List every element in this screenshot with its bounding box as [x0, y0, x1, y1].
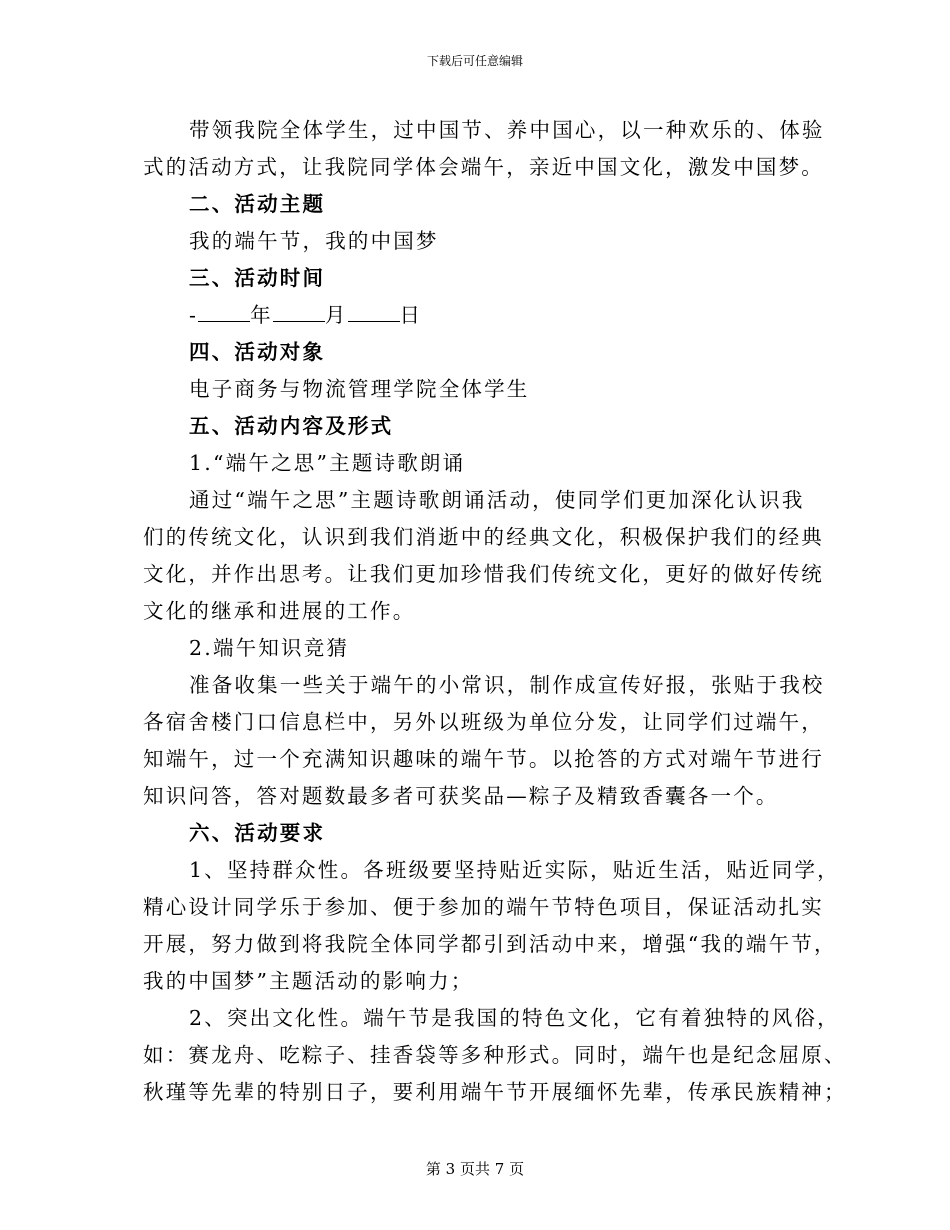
- activity-date-line: [143, 297, 808, 334]
- year-label: 年: [250, 303, 273, 327]
- item-1-line-2: 们的传统文化，认识到我们消逝中的经典文化，积极保护我们的经典: [143, 525, 824, 549]
- intro-line-2: 式的活动方式，让我院同学体会端午，亲近中国文化，激发中国梦。: [143, 155, 824, 179]
- section-4-heading: 四、活动对象: [189, 340, 326, 364]
- day-blank: [348, 303, 400, 322]
- item-1-line-4: 文化的继承和进展的工作。: [143, 599, 416, 623]
- req-2-line-3: 秋瑾等先辈的特别日子，要利用端午节开展缅怀先辈，传承民族精神；: [143, 1080, 847, 1104]
- req-1-line-3: 开展，努力做到将我院全体同学都引到活动中来，增强“我的端午节，: [143, 932, 837, 956]
- item-2-line-2: 各宿舍楼门口信息栏中，另外以班级为单位分发，让同学们过端午，: [143, 710, 824, 734]
- req-1-line-1: 1、坚持群众性。各班级要坚持贴近实际，贴近生活，贴近同学，: [189, 858, 840, 882]
- req-1-line-4: 我的中国梦”主题活动的影响力；: [143, 969, 474, 993]
- section-5-heading: 五、活动内容及形式: [189, 414, 394, 438]
- section-3-heading: 三、活动时间: [189, 266, 326, 290]
- section-2-heading: 二、活动主题: [189, 192, 326, 216]
- item-2-title: 2.端午知识竞猜: [189, 636, 350, 660]
- req-2-line-1: 2、突出文化性。端午节是我国的特色文化，它有着独特的风俗，: [189, 1006, 840, 1030]
- req-2-line-2: 如：赛龙舟、吃粽子、挂香袋等多种形式。同时，端午也是纪念屈原、: [143, 1043, 847, 1067]
- month-label: 月: [324, 303, 348, 327]
- item-2-line-3: 知端午，过一个充满知识趣味的端午节。以抢答的方式对端午节进行: [143, 747, 824, 771]
- item-1-line-1: 通过“端午之思”主题诗歌朗诵活动，使同学们更加深化认识我: [189, 488, 805, 512]
- intro-line-1: 带领我院全体学生，过中国节、养中国心，以一种欢乐的、体验: [189, 118, 825, 142]
- document-body: [143, 112, 847, 1111]
- day-label: 日: [399, 303, 423, 327]
- item-1-title: 1.“端午之思”主题诗歌朗诵: [189, 451, 466, 475]
- section-2-text: 我的端午节，我的中国梦: [189, 229, 439, 253]
- req-1-line-2: 精心设计同学乐于参加、便于参加的端午节特色项目，保证活动扎实: [143, 895, 824, 919]
- section-6-heading: 六、活动要求: [189, 821, 326, 845]
- page-header: 下载后可任意编辑: [426, 54, 523, 68]
- page-footer: 第 3 页共 7 页: [425, 1160, 525, 1178]
- item-2-line-4: 知识问答，答对题数最多者可获奖品—粽子及精致香囊各一个。: [143, 784, 779, 808]
- item-1-line-3: 文化，并作出思考。让我们更加珍惜我们传统文化，更好的做好传统: [143, 562, 824, 586]
- month-blank: [273, 303, 325, 322]
- date-prefix: -: [189, 303, 199, 327]
- section-4-text: 电子商务与物流管理学院全体学生: [189, 377, 530, 401]
- year-blank: [198, 303, 250, 322]
- item-2-line-1: 准备收集一些关于端午的小常识，制作成宣传好报，张贴于我校: [189, 673, 825, 697]
